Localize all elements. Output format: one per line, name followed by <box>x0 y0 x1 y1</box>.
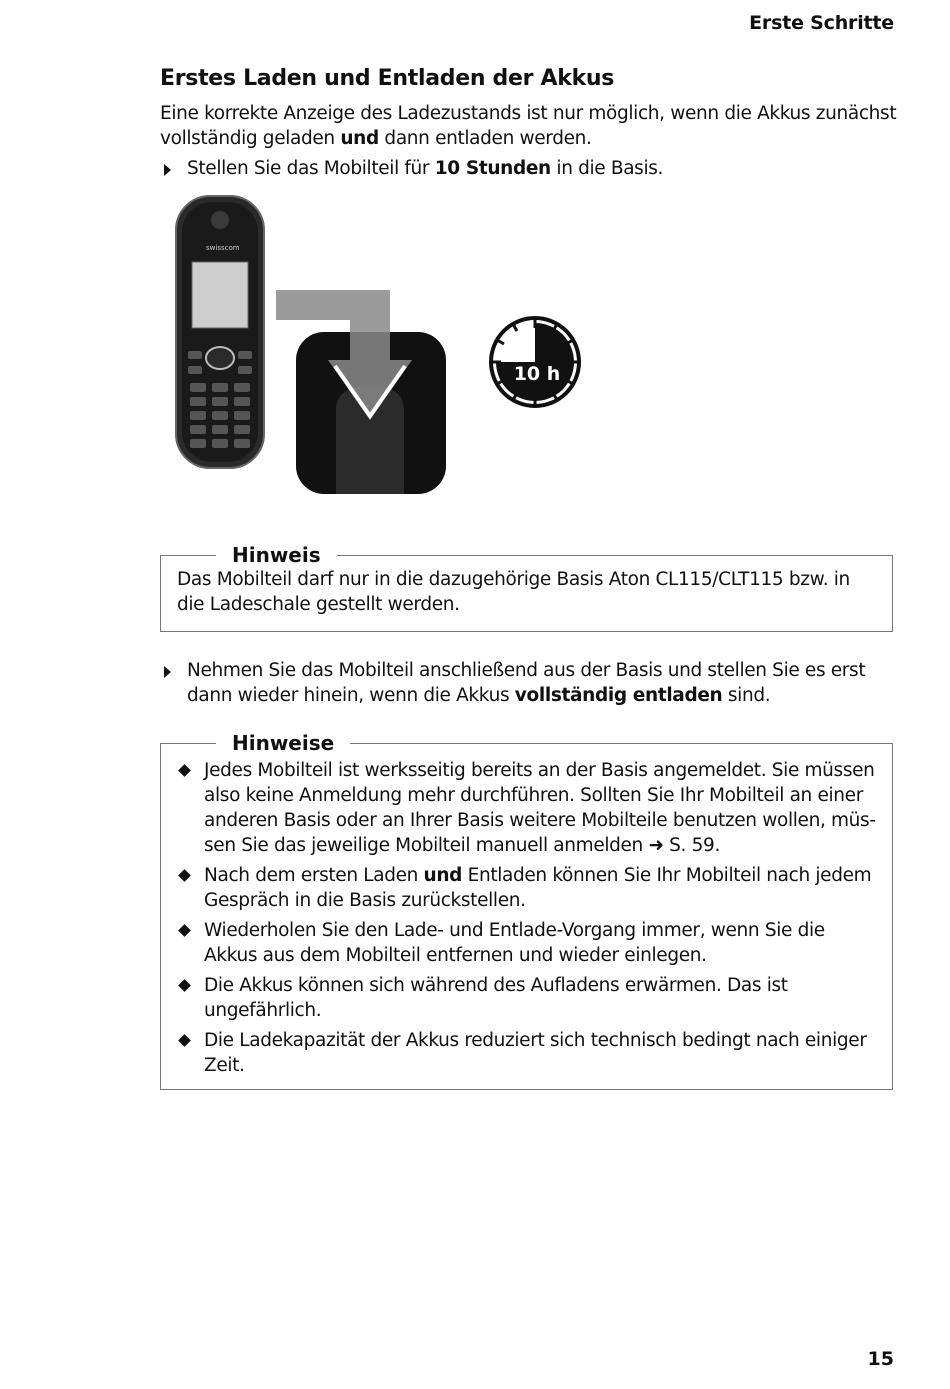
handset-image <box>176 196 264 468</box>
diamond-bullet-icon <box>178 1034 191 1047</box>
list-item <box>177 863 878 913</box>
step-charge <box>160 156 900 181</box>
list-item <box>177 1028 878 1078</box>
note-box-hinweis <box>160 543 893 632</box>
section-heading: Erstes Laden und Entladen der Akkus <box>160 66 615 91</box>
page-number: 15 <box>867 1348 894 1370</box>
step-arrow-icon <box>164 666 171 678</box>
list-item-text: Die Akkus können sich während des Aufladens erwärmen. Das ist ungefährlich. <box>204 975 788 1021</box>
diamond-bullet-icon <box>178 924 191 937</box>
running-header: Erste Schritte <box>749 12 894 34</box>
list-item-text: Jedes Mobilteil ist werksseitig bereits an der Basis angemeldet. Sie müssen also keine Anmeldung mehr durchführen. Sollten Sie Ihr Mobilteil an einer anderen Basis oder an Ihrer Basis weitere Mobilteile benutzen wollen, müssen Sie das jeweilige Mobilteil manuell anmelden <box>204 760 877 856</box>
timer-label: 10 h <box>513 363 561 385</box>
note-title: Hinweis <box>216 542 337 568</box>
list-item-bold: und <box>423 865 463 886</box>
notes-body <box>161 744 892 1093</box>
list-item <box>177 918 878 968</box>
step-discharge-text-2: sind. <box>722 685 771 706</box>
intro-text-2: dann entladen werden. <box>378 128 592 149</box>
handset-in-base-image <box>170 190 600 500</box>
diamond-bullet-icon <box>178 979 191 992</box>
step-arrow-icon <box>164 164 171 176</box>
intro-paragraph <box>160 101 900 151</box>
list-item-text-2: Entladen können Sie Ihr Mobilteil nach jedem Gespräch in die Basis zurückstellen. <box>204 865 872 911</box>
list-item-text: Die Ladekapazität der Akkus reduziert sich technisch bedingt nach einiger Zeit. <box>204 1030 867 1076</box>
step-charge-text-2: in die Basis. <box>550 158 664 179</box>
step-discharge-bold: vollständig entladen <box>514 685 723 706</box>
list-item-text: Wiederholen Sie den Lade- und Entlade-Vorgang immer, wenn Sie die Akkus aus dem Mobilteil entfernen und wieder einlegen. <box>204 920 825 966</box>
step-discharge <box>160 658 900 708</box>
note-box-hinweise <box>160 731 893 1090</box>
list-item <box>177 758 878 858</box>
notes-title: Hinweise <box>216 730 350 756</box>
list-item-text-1: Nach dem ersten Laden <box>204 865 424 886</box>
notes-list <box>177 758 878 1078</box>
intro-text-1: Eine korrekte Anzeige des Ladezustands ist nur möglich, wenn die Akkus zunächst vollständig geladen <box>160 103 897 149</box>
list-item <box>177 973 878 1023</box>
timer-icon <box>491 318 579 406</box>
handset-brand-label: swisscom <box>206 244 240 252</box>
step-charge-text-1: Stellen Sie das Mobilteil für <box>187 158 435 179</box>
page-ref-arrow-icon: ➜ <box>648 835 664 856</box>
page-reference-link[interactable]: S. 59. <box>663 835 720 856</box>
diamond-bullet-icon <box>178 869 191 882</box>
diamond-bullet-icon <box>178 764 191 777</box>
step-charge-bold: 10 Stunden <box>434 158 551 179</box>
charging-illustration <box>170 190 600 500</box>
step-discharge-text-1: Nehmen Sie das Mobilteil anschließend aus der Basis und stellen Sie es erst dann wieder hinein, wenn die Akkus <box>187 660 866 706</box>
intro-bold: und <box>340 128 379 149</box>
note-text: Das Mobilteil darf nur in die dazugehörige Basis Aton CL115/CLT115 bzw. in die Ladeschale gestellt werden. <box>177 569 850 615</box>
